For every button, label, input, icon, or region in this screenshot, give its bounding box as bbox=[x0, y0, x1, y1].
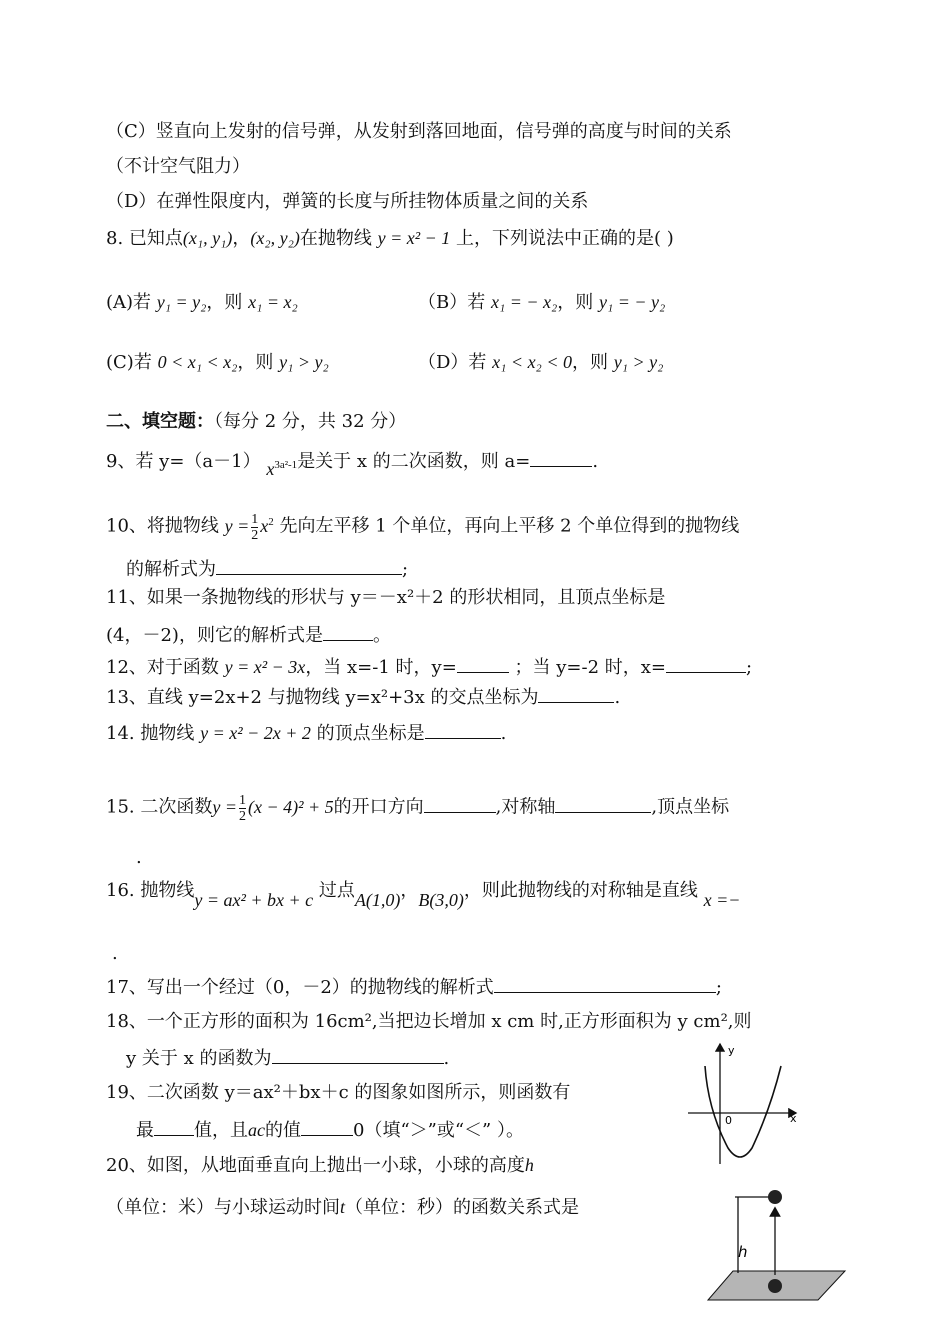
q8-b-cond: x₁ = − x₂ bbox=[490, 292, 558, 312]
q8-d-res: y₁ > y₂ bbox=[613, 352, 664, 372]
q20-line2-b: （单位：秒）的函数关系式是 bbox=[345, 1197, 580, 1218]
q13-answer-blank[interactable] bbox=[538, 684, 614, 703]
q9-text-a: 9、若 y=（a－1） bbox=[106, 451, 261, 472]
q20-line1-text: 20、如图，从地面垂直向上抛出一小球，小球的高度 bbox=[106, 1155, 525, 1176]
q14 bbox=[106, 720, 506, 746]
q19-line2-d: 0（填“＞”或“＜” ）。 bbox=[353, 1120, 524, 1141]
section-points: （每分 2 分，共 32 分） bbox=[214, 411, 407, 432]
q15-text-d: ,顶点坐标 bbox=[651, 796, 730, 818]
q15-text-b: 的开口方向 bbox=[333, 796, 424, 818]
q15 bbox=[106, 793, 729, 824]
graph-origin-label: 0 bbox=[725, 1114, 732, 1127]
q8-c-label: (C)若 bbox=[106, 352, 152, 373]
q14-answer-blank[interactable] bbox=[425, 720, 501, 739]
q8-option-a bbox=[106, 290, 298, 315]
q20-line1 bbox=[106, 1153, 534, 1178]
q11-line2 bbox=[106, 622, 391, 648]
q8-curve: y = x² − 1 bbox=[377, 228, 451, 248]
q13 bbox=[106, 684, 620, 710]
q8-a-res: x₁ = x₂ bbox=[248, 292, 298, 312]
q8-b-res: y₁ = − y₂ bbox=[599, 292, 666, 312]
q12-end: ; bbox=[745, 657, 753, 678]
q10-formula: y = $\frac{1}{2}$ $x^2$ bbox=[224, 512, 274, 543]
q15-blank-axis[interactable] bbox=[555, 794, 651, 813]
q13-text: 13、直线 y=2x+2 与抛物线 y=x²+3x 的交点坐标为 bbox=[106, 687, 539, 708]
q8-c-then: ，则 bbox=[237, 352, 274, 373]
q16-point-a: A(1,0) bbox=[354, 890, 401, 910]
q10-text-a: 10、将抛物线 bbox=[106, 515, 219, 537]
section-title: 二、填空题： bbox=[106, 411, 214, 432]
q19-blank-extreme[interactable] bbox=[154, 1117, 194, 1136]
ball-top bbox=[768, 1190, 782, 1204]
q10-line1 bbox=[106, 512, 739, 543]
q8-b-label: （B）若 bbox=[418, 292, 486, 313]
q7-option-d: （D）在弹性限度内，弹簧的长度与所挂物体质量之间的关系 bbox=[106, 191, 589, 212]
q15-formula: y = $\frac{1}{2}$ (x − 4)² + 5 bbox=[212, 793, 334, 824]
q19-line1: 19、二次函数 y＝ax²＋bx＋c 的图象如图所示，则函数有 bbox=[106, 1082, 571, 1103]
q8-stem bbox=[106, 226, 674, 251]
q16-comma: ， bbox=[400, 880, 419, 901]
q8-a-label: (A)若 bbox=[106, 292, 152, 313]
q12-blank-y[interactable] bbox=[457, 654, 509, 673]
q14-func: y = x² − 2x + 2 bbox=[200, 723, 311, 743]
q7-option-c-line1: （C）竖直向上发射的信号弹，从发射到落回地面，信号弹的高度与时间的关系 bbox=[106, 121, 732, 142]
q20-line2-a: （单位：米）与小球运动时间 bbox=[106, 1197, 340, 1218]
q15-text-a: 15. 二次函数 bbox=[106, 796, 213, 818]
q16-axis: x =− bbox=[703, 890, 741, 910]
q19-line2 bbox=[136, 1117, 524, 1143]
ball-throw-diagram bbox=[700, 1183, 850, 1308]
q15-text-c: ,对称轴 bbox=[495, 796, 556, 818]
q17-answer-blank[interactable] bbox=[494, 974, 716, 993]
q19-line2-b: 值，且 bbox=[194, 1120, 248, 1141]
q12-text-a: 12、对于函数 bbox=[106, 657, 219, 678]
q9-text-b: 是关于 x 的二次函数，则 a= bbox=[297, 451, 531, 472]
q9-power-exp: 3a²-1 bbox=[274, 459, 298, 471]
q10-end: ; bbox=[402, 559, 409, 580]
q20-h: h bbox=[524, 1155, 534, 1175]
section-heading bbox=[106, 410, 406, 434]
q12-text-c: ；当 y=-2 时，x= bbox=[514, 657, 666, 678]
q8-a-cond: y₁ = y₂ bbox=[156, 292, 207, 312]
q10-answer-blank[interactable] bbox=[216, 556, 402, 575]
q16-point-b: B(3,0) bbox=[418, 890, 464, 910]
q10-line2 bbox=[126, 556, 408, 582]
q19-ac: ac bbox=[248, 1120, 265, 1140]
q8-option-c bbox=[106, 350, 329, 375]
q19-blank-sign[interactable] bbox=[301, 1117, 353, 1136]
q9 bbox=[106, 448, 599, 479]
q18-answer-blank[interactable] bbox=[272, 1045, 444, 1064]
q11-end: 。 bbox=[372, 625, 391, 646]
q15-dot: . bbox=[136, 847, 142, 868]
q18-line1: 18、一个正方形的面积为 16cm²,当把边长增加 x cm 时,正方形面积为 y cm²,则 bbox=[106, 1011, 752, 1032]
q16-dot: . bbox=[112, 943, 118, 964]
q8-option-b bbox=[418, 290, 665, 315]
q17-text: 17、写出一个经过（0，－2）的抛物线的解析式 bbox=[106, 977, 494, 998]
q17 bbox=[106, 974, 722, 1000]
q20-line2 bbox=[106, 1195, 579, 1220]
q12-blank-x[interactable] bbox=[666, 654, 746, 673]
q19-line2-a: 最 bbox=[136, 1120, 154, 1141]
q16-func: y = ax² + bx + c bbox=[194, 890, 314, 910]
q12-func: y = x² − 3x bbox=[224, 657, 306, 677]
q13-end: . bbox=[614, 687, 621, 708]
q16 bbox=[106, 878, 741, 910]
q7-option-c-line2: （不计空气阻力） bbox=[106, 156, 250, 177]
q18-line2-text: y 关于 x 的函数为 bbox=[126, 1048, 272, 1069]
ball-ground bbox=[768, 1279, 782, 1293]
q20-t: t bbox=[340, 1197, 346, 1217]
q19-line2-c: 的值 bbox=[265, 1120, 301, 1141]
q16-text-a: 16. 抛物线 bbox=[106, 880, 195, 901]
q8-c-cond: 0 < x₁ < x₂ bbox=[157, 352, 238, 372]
q16-text-b: 过点 bbox=[318, 880, 355, 901]
q8-d-then: ，则 bbox=[571, 352, 608, 373]
q8-tail: 上，下列说法中正确的是( ) bbox=[456, 228, 674, 249]
q8-b-then: ，则 bbox=[557, 292, 594, 313]
q14-text-a: 14. 抛物线 bbox=[106, 723, 195, 744]
q9-end: . bbox=[592, 451, 599, 472]
graph-x-label: x bbox=[790, 1112, 797, 1125]
q9-power-base: x bbox=[266, 459, 275, 479]
q14-end: . bbox=[500, 723, 507, 744]
q8-lead: 8. 已知点 bbox=[106, 228, 183, 249]
q8-option-d bbox=[418, 350, 663, 375]
q8-point2: (x₂, y₂) bbox=[250, 228, 300, 248]
q10-text-b: 先向左平移 1 个单位，再向上平移 2 个单位得到的抛物线 bbox=[279, 515, 740, 537]
parabola-graph bbox=[688, 1040, 813, 1165]
q15-blank-direction[interactable] bbox=[424, 794, 496, 813]
q8-point1: (x₁, y₁) bbox=[182, 228, 233, 248]
q18-end: . bbox=[443, 1048, 450, 1069]
q18-line2 bbox=[126, 1045, 449, 1071]
graph-y-label: y bbox=[728, 1044, 735, 1057]
parabola-curve bbox=[705, 1066, 781, 1157]
q12-text-b: ，当 x=-1 时，y= bbox=[305, 657, 457, 678]
q10-line2-text: 的解析式为 bbox=[126, 559, 216, 580]
diagram-h-label: h bbox=[738, 1243, 748, 1261]
q8-mid: 在抛物线 bbox=[299, 228, 372, 249]
q8-d-label: （D）若 bbox=[418, 352, 487, 373]
q9-answer-blank[interactable] bbox=[530, 448, 592, 467]
q16-text-c: ，则此抛物线的对称轴是直线 bbox=[463, 880, 698, 901]
q11-line1: 11、如果一条抛物线的形状与 y＝－x²＋2 的形状相同，且顶点坐标是 bbox=[106, 587, 666, 608]
q9-power bbox=[266, 459, 297, 479]
q11-answer-blank[interactable] bbox=[323, 622, 373, 641]
q8-c-res: y₁ > y₂ bbox=[279, 352, 329, 372]
q12 bbox=[106, 654, 752, 680]
q17-end: ; bbox=[715, 977, 722, 998]
q8-comma: ， bbox=[232, 228, 251, 249]
q11-line2-text: (4，－2)，则它的解析式是 bbox=[106, 625, 323, 646]
q8-a-then: ，则 bbox=[206, 292, 243, 313]
q14-text-b: 的顶点坐标是 bbox=[316, 723, 425, 744]
q8-d-cond: x₁ < x₂ < 0 bbox=[492, 352, 572, 372]
q15-func-tail: (x − 4)² + 5 bbox=[248, 796, 334, 817]
